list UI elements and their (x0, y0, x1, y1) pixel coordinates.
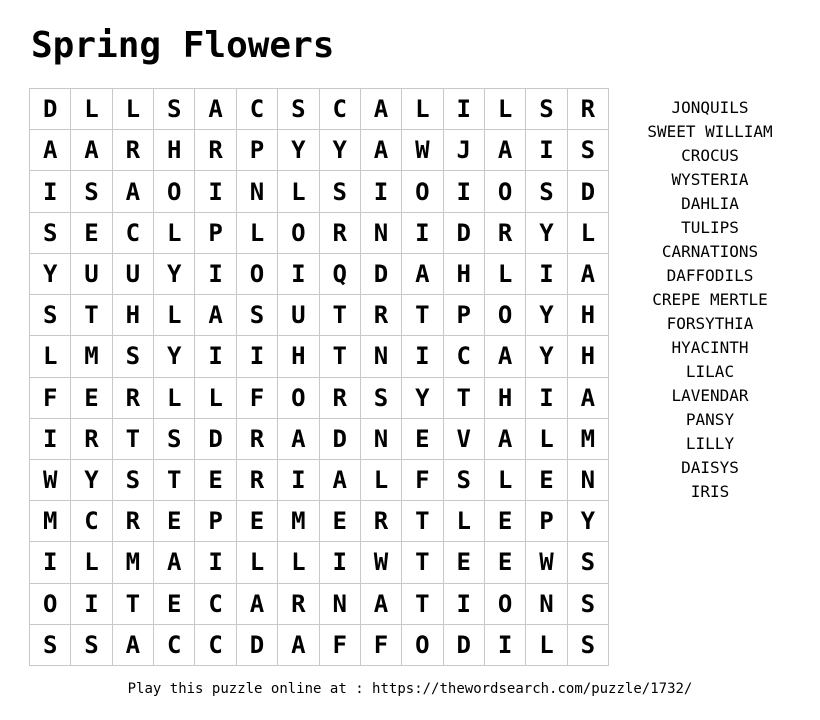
grid-cell[interactable]: E (444, 542, 485, 583)
grid-cell[interactable]: L (444, 501, 485, 542)
grid-cell[interactable]: A (30, 130, 71, 171)
grid-cell[interactable]: O (402, 171, 443, 212)
grid-cell[interactable]: D (361, 254, 402, 295)
grid-cell[interactable]: R (237, 460, 278, 501)
grid-cell[interactable]: E (320, 501, 361, 542)
grid-cell[interactable]: O (30, 584, 71, 625)
grid-cell[interactable]: L (568, 213, 609, 254)
grid-cell[interactable]: T (113, 419, 154, 460)
puzzle-title: Spring Flowers (31, 25, 335, 66)
grid-cell[interactable]: R (195, 130, 236, 171)
word-list-item: CROCUS (681, 146, 739, 165)
word-list-item: LILLY (685, 434, 735, 453)
grid-cell[interactable]: L (485, 89, 526, 130)
grid-cell[interactable]: A (485, 336, 526, 377)
grid-cell[interactable]: I (71, 584, 112, 625)
grid-cell[interactable]: L (278, 542, 319, 583)
grid-cell[interactable]: R (278, 584, 319, 625)
grid-cell[interactable]: L (526, 419, 567, 460)
grid-cell[interactable]: C (195, 625, 236, 666)
grid-cell[interactable]: N (320, 584, 361, 625)
grid-cell[interactable]: M (30, 501, 71, 542)
grid-cell[interactable]: I (444, 171, 485, 212)
word-list-item: CARNATIONS (661, 242, 759, 261)
grid-cell[interactable]: Y (71, 460, 112, 501)
grid-cell[interactable]: W (30, 460, 71, 501)
grid-cell[interactable]: D (444, 213, 485, 254)
grid-cell[interactable]: L (237, 213, 278, 254)
grid-cell[interactable]: M (113, 542, 154, 583)
grid-cell[interactable]: D (320, 419, 361, 460)
grid-cell[interactable]: S (237, 295, 278, 336)
grid-cell[interactable]: O (237, 254, 278, 295)
grid-cell[interactable]: A (485, 419, 526, 460)
grid-cell[interactable]: N (568, 460, 609, 501)
grid-cell[interactable]: I (485, 625, 526, 666)
grid-cell[interactable]: F (402, 460, 443, 501)
grid-cell[interactable]: L (361, 460, 402, 501)
grid-cell[interactable]: N (361, 419, 402, 460)
grid-cell[interactable]: I (195, 171, 236, 212)
grid-cell[interactable]: R (113, 130, 154, 171)
word-list-item: TULIPS (681, 218, 739, 237)
grid-cell[interactable]: R (237, 419, 278, 460)
grid-cell[interactable]: A (485, 130, 526, 171)
grid-cell[interactable]: A (195, 89, 236, 130)
grid-cell[interactable]: S (113, 336, 154, 377)
grid-cell[interactable]: S (154, 89, 195, 130)
grid-cell[interactable]: H (113, 295, 154, 336)
grid-cell[interactable]: L (71, 542, 112, 583)
grid-cell[interactable]: P (237, 130, 278, 171)
grid-cell[interactable]: S (278, 89, 319, 130)
grid-cell[interactable]: F (320, 625, 361, 666)
grid-cell[interactable]: E (71, 213, 112, 254)
grid-cell[interactable]: S (526, 171, 567, 212)
grid-cell[interactable]: I (402, 213, 443, 254)
grid-cell[interactable]: S (444, 460, 485, 501)
grid-cell[interactable]: T (402, 584, 443, 625)
grid-cell[interactable]: S (568, 584, 609, 625)
grid-cell[interactable]: U (278, 295, 319, 336)
grid-cell[interactable]: A (568, 378, 609, 419)
grid-cell[interactable]: A (361, 89, 402, 130)
grid-cell[interactable]: C (71, 501, 112, 542)
grid-cell[interactable]: L (154, 378, 195, 419)
grid-cell[interactable]: O (485, 171, 526, 212)
word-list-item: DAFFODILS (666, 266, 754, 285)
word-list-item: JONQUILS (671, 98, 749, 117)
grid-cell[interactable]: H (568, 336, 609, 377)
word-list-item: HYACINTH (671, 338, 749, 357)
grid-cell[interactable]: I (195, 542, 236, 583)
grid-cell[interactable]: N (237, 171, 278, 212)
grid-cell[interactable]: P (444, 295, 485, 336)
grid-cell[interactable]: U (113, 254, 154, 295)
grid-cell[interactable]: C (113, 213, 154, 254)
grid-cell[interactable]: Y (526, 213, 567, 254)
grid-cell[interactable]: I (237, 336, 278, 377)
grid-cell[interactable]: A (402, 254, 443, 295)
grid-cell[interactable]: C (237, 89, 278, 130)
grid-cell[interactable]: I (526, 130, 567, 171)
grid-cell[interactable]: D (237, 625, 278, 666)
grid-cell[interactable]: N (526, 584, 567, 625)
grid-cell[interactable]: T (402, 542, 443, 583)
grid-cell[interactable]: W (361, 542, 402, 583)
grid-cell[interactable]: L (485, 460, 526, 501)
grid-cell[interactable]: E (154, 584, 195, 625)
grid-cell[interactable]: A (195, 295, 236, 336)
word-list-item: DAHLIA (681, 194, 739, 213)
footer-link-text: Play this puzzle online at : https://thewordsearch.com/puzzle/1732/ (127, 681, 693, 697)
grid-cell[interactable]: R (568, 89, 609, 130)
grid-cell[interactable]: C (195, 584, 236, 625)
grid-cell[interactable]: T (320, 295, 361, 336)
grid-cell[interactable]: R (485, 213, 526, 254)
grid-cell[interactable]: F (361, 625, 402, 666)
grid-cell[interactable]: S (30, 213, 71, 254)
grid-cell[interactable]: Y (30, 254, 71, 295)
grid-cell[interactable]: A (278, 625, 319, 666)
grid-cell[interactable]: L (195, 378, 236, 419)
grid-cell[interactable]: I (444, 89, 485, 130)
grid-cell[interactable]: O (402, 625, 443, 666)
grid-cell[interactable]: E (195, 460, 236, 501)
grid-cell[interactable]: N (361, 336, 402, 377)
letter-grid[interactable] (29, 88, 609, 666)
grid-cell[interactable]: S (30, 295, 71, 336)
grid-cell[interactable]: T (154, 460, 195, 501)
grid-cell[interactable]: J (444, 130, 485, 171)
word-list-item: WYSTERIA (671, 170, 749, 189)
word-list-item: FORSYTHIA (666, 314, 754, 333)
grid-cell[interactable]: V (444, 419, 485, 460)
grid-cell[interactable]: A (113, 171, 154, 212)
grid-cell[interactable]: T (71, 295, 112, 336)
grid-cell[interactable]: M (71, 336, 112, 377)
word-list-item: LAVENDAR (671, 386, 749, 405)
grid-cell[interactable]: L (154, 213, 195, 254)
grid-cell[interactable]: R (320, 213, 361, 254)
grid-cell[interactable]: Y (154, 336, 195, 377)
grid-cell[interactable]: L (30, 336, 71, 377)
word-list-item: CREPE MERTLE (652, 290, 768, 309)
grid-cell[interactable]: L (526, 625, 567, 666)
grid-cell[interactable]: D (568, 171, 609, 212)
grid-cell[interactable]: O (278, 213, 319, 254)
grid-cell[interactable]: S (113, 460, 154, 501)
word-list-item: SWEET WILLIAM (647, 122, 773, 141)
grid-cell[interactable]: A (71, 130, 112, 171)
grid-cell[interactable]: I (30, 419, 71, 460)
word-list (630, 96, 790, 504)
word-list-item: IRIS (690, 482, 730, 501)
grid-cell[interactable]: T (402, 295, 443, 336)
grid-cell[interactable]: R (361, 501, 402, 542)
grid-cell[interactable]: S (154, 419, 195, 460)
grid-cell[interactable]: P (195, 501, 236, 542)
grid-cell[interactable]: O (154, 171, 195, 212)
grid-cell[interactable]: A (154, 542, 195, 583)
grid-cell[interactable]: P (526, 501, 567, 542)
grid-cell[interactable]: L (278, 171, 319, 212)
grid-cell[interactable]: I (526, 254, 567, 295)
grid-cell[interactable]: R (113, 378, 154, 419)
grid-cell[interactable]: Y (278, 130, 319, 171)
grid-cell[interactable]: Y (568, 501, 609, 542)
grid-cell[interactable]: R (320, 378, 361, 419)
grid-cell[interactable]: I (195, 254, 236, 295)
grid-cell[interactable]: E (71, 378, 112, 419)
grid-cell[interactable]: I (278, 254, 319, 295)
grid-cell[interactable]: O (485, 584, 526, 625)
grid-cell[interactable]: D (30, 89, 71, 130)
grid-cell[interactable]: R (113, 501, 154, 542)
grid-cell[interactable]: N (361, 213, 402, 254)
grid-cell[interactable]: R (361, 295, 402, 336)
grid-cell[interactable]: H (278, 336, 319, 377)
grid-cell[interactable]: C (154, 625, 195, 666)
grid-cell[interactable]: H (444, 254, 485, 295)
grid-cell[interactable]: I (195, 336, 236, 377)
grid-cell[interactable]: S (568, 542, 609, 583)
grid-cell[interactable]: O (485, 295, 526, 336)
grid-cell[interactable]: U (71, 254, 112, 295)
grid-cell[interactable]: E (154, 501, 195, 542)
grid-cell[interactable]: A (361, 584, 402, 625)
grid-cell[interactable]: H (568, 295, 609, 336)
grid-cell[interactable]: I (444, 584, 485, 625)
grid-cell[interactable]: S (568, 625, 609, 666)
grid-cell[interactable]: H (485, 378, 526, 419)
grid-cell[interactable]: I (278, 460, 319, 501)
grid-cell[interactable]: D (195, 419, 236, 460)
grid-cell[interactable]: I (402, 336, 443, 377)
grid-cell[interactable]: S (71, 171, 112, 212)
grid-cell[interactable]: Y (526, 336, 567, 377)
grid-cell[interactable]: I (30, 542, 71, 583)
grid-cell[interactable]: T (320, 336, 361, 377)
grid-cell[interactable]: Q (320, 254, 361, 295)
grid-cell[interactable]: E (402, 419, 443, 460)
grid-cell[interactable]: H (154, 130, 195, 171)
grid-cell[interactable]: R (71, 419, 112, 460)
grid-cell[interactable]: T (402, 501, 443, 542)
grid-cell[interactable]: I (320, 542, 361, 583)
grid-cell[interactable]: P (195, 213, 236, 254)
grid-cell[interactable]: S (526, 89, 567, 130)
grid-cell[interactable]: A (361, 130, 402, 171)
grid-cell[interactable]: I (526, 378, 567, 419)
grid-cell[interactable]: E (485, 542, 526, 583)
grid-cell[interactable]: W (402, 130, 443, 171)
word-list-item: PANSY (685, 410, 735, 429)
grid-cell[interactable]: W (526, 542, 567, 583)
grid-cell[interactable]: Y (320, 130, 361, 171)
grid-cell[interactable]: I (361, 171, 402, 212)
grid-cell[interactable]: M (278, 501, 319, 542)
grid-cell[interactable]: A (320, 460, 361, 501)
grid-cell[interactable]: C (320, 89, 361, 130)
grid-cell[interactable]: T (113, 584, 154, 625)
grid-cell[interactable]: S (71, 625, 112, 666)
grid-cell[interactable]: Y (402, 378, 443, 419)
grid-cell[interactable]: L (237, 542, 278, 583)
grid-cell[interactable]: S (361, 378, 402, 419)
grid-cell[interactable]: D (444, 625, 485, 666)
grid-cell[interactable]: O (278, 378, 319, 419)
grid-cell[interactable]: Y (154, 254, 195, 295)
word-list-item: LILAC (685, 362, 735, 381)
grid-cell[interactable]: S (30, 625, 71, 666)
grid-cell[interactable]: E (237, 501, 278, 542)
grid-cell[interactable]: Y (526, 295, 567, 336)
grid-cell[interactable]: F (30, 378, 71, 419)
grid-cell[interactable]: E (485, 501, 526, 542)
grid-cell[interactable]: T (444, 378, 485, 419)
grid-cell[interactable]: S (320, 171, 361, 212)
grid-cell[interactable]: A (113, 625, 154, 666)
grid-cell[interactable]: I (30, 171, 71, 212)
grid-cell[interactable]: A (278, 419, 319, 460)
grid-cell[interactable]: S (568, 130, 609, 171)
grid-cell[interactable]: A (568, 254, 609, 295)
grid-cell[interactable]: L (154, 295, 195, 336)
grid-cell[interactable]: F (237, 378, 278, 419)
grid-cell[interactable]: L (113, 89, 154, 130)
grid-cell[interactable]: C (444, 336, 485, 377)
grid-cell[interactable]: M (568, 419, 609, 460)
grid-cell[interactable]: E (526, 460, 567, 501)
grid-cell[interactable]: L (402, 89, 443, 130)
grid-cell[interactable]: L (71, 89, 112, 130)
grid-cell[interactable]: A (237, 584, 278, 625)
grid-cell[interactable]: L (485, 254, 526, 295)
word-list-item: DAISYS (681, 458, 739, 477)
